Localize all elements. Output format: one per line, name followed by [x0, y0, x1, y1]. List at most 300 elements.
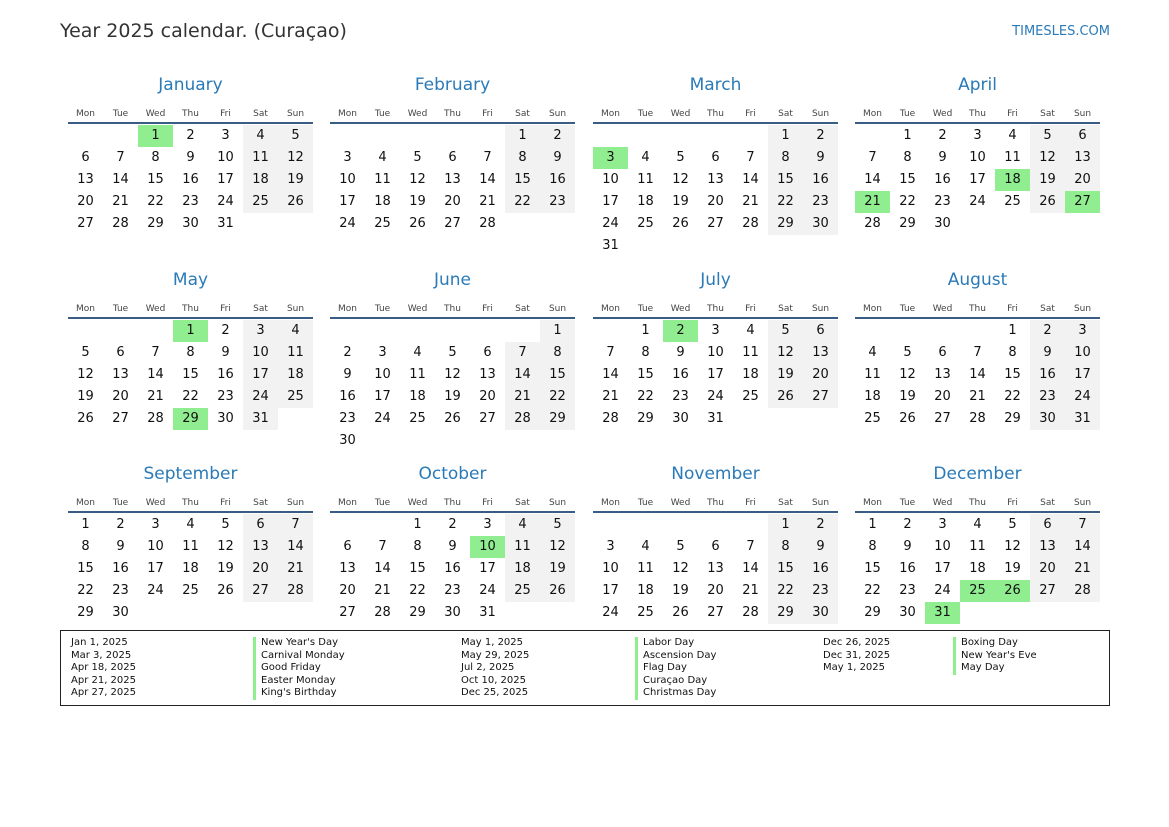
- weekday-label: Thu: [182, 304, 199, 314]
- day-cell: 22: [182, 389, 199, 404]
- month-name: October: [418, 464, 487, 484]
- day-cell: 26: [995, 580, 1030, 602]
- weekday-label: Mon: [76, 109, 95, 119]
- day-cell: 24: [1065, 386, 1100, 408]
- day-cell: 22: [505, 191, 540, 213]
- day-cell: 13: [77, 172, 94, 187]
- day-cell: 10: [470, 536, 505, 558]
- day-cell: 1: [505, 125, 540, 147]
- day-cell: 27: [243, 580, 278, 602]
- day-cell: 28: [479, 216, 496, 231]
- day-cell: 7: [378, 539, 387, 554]
- day-cell: 3: [378, 345, 387, 360]
- day-cell: 27: [77, 216, 94, 231]
- weekday-label: Tue: [112, 304, 129, 314]
- day-cell: 21: [112, 194, 129, 209]
- day-cell: 5: [1008, 517, 1017, 532]
- day-cell: 22: [540, 386, 575, 408]
- day-cell: 25: [742, 389, 759, 404]
- day-cell: 8: [768, 536, 803, 558]
- day-cell: 17: [969, 172, 986, 187]
- day-cell: 28: [374, 605, 391, 620]
- day-cell: 6: [448, 150, 457, 165]
- day-cell: 28: [278, 580, 313, 602]
- day-cell: 5: [413, 150, 422, 165]
- day-cell: 21: [278, 558, 313, 580]
- day-cell: 4: [243, 125, 278, 147]
- day-cell: 29: [768, 213, 803, 235]
- day-cell: 11: [637, 172, 654, 187]
- day-cell: 25: [637, 216, 654, 231]
- day-cell: 16: [540, 169, 575, 191]
- day-cell: 20: [339, 583, 356, 598]
- weekday-label: Thu: [444, 109, 461, 119]
- day-cell: 25: [243, 191, 278, 213]
- day-cell: 14: [147, 367, 164, 382]
- day-cell: 3: [343, 150, 352, 165]
- day-grid: [855, 320, 1100, 452]
- day-cell: 19: [409, 194, 426, 209]
- day-cell: 23: [934, 194, 951, 209]
- day-cell: 29: [864, 605, 881, 620]
- header-rule: [855, 511, 1100, 513]
- holiday-name: Curaçao Day: [635, 675, 716, 688]
- day-cell: 15: [409, 561, 426, 576]
- holiday-date: Apr 27, 2025: [71, 687, 137, 698]
- day-cell: 9: [1030, 342, 1065, 364]
- day-cell: 8: [151, 150, 160, 165]
- day-cell: 1: [903, 128, 912, 143]
- day-cell: 3: [151, 517, 160, 532]
- day-cell: 29: [409, 605, 426, 620]
- day-cell: 21: [969, 389, 986, 404]
- day-cell: 14: [969, 367, 986, 382]
- day-cell: 1: [413, 517, 422, 532]
- day-cell: 22: [899, 194, 916, 209]
- day-cell: 6: [483, 345, 492, 360]
- holiday-date: Apr 21, 2025: [71, 674, 137, 686]
- weekday-header: [68, 498, 313, 509]
- weekday-label: Thu: [182, 498, 199, 508]
- day-cell: 9: [221, 345, 230, 360]
- holiday-date: Apr 18, 2025: [71, 662, 137, 673]
- weekday-label: Wed: [145, 498, 166, 508]
- day-cell: 25: [1004, 194, 1021, 209]
- weekday-label: Thu: [444, 498, 461, 508]
- weekday-label: Wed: [145, 304, 166, 314]
- day-cell: 10: [934, 539, 951, 554]
- day-cell: 31: [602, 238, 619, 253]
- day-cell: 21: [742, 194, 759, 209]
- day-cell: 8: [641, 345, 650, 360]
- holiday-date: May 29, 2025: [461, 649, 530, 661]
- weekday-label: Sat: [778, 304, 793, 314]
- weekday-label: Sun: [811, 304, 830, 314]
- day-cell: 9: [803, 536, 838, 558]
- day-cell: 21: [855, 191, 890, 213]
- day-cell: 11: [969, 539, 986, 554]
- day-cell: 29: [1004, 411, 1021, 426]
- day-cell: 15: [864, 561, 881, 576]
- weekday-label: Wed: [670, 498, 691, 508]
- weekday-label: Sat: [1040, 109, 1055, 119]
- day-grid: [68, 125, 313, 257]
- day-cell: 6: [803, 320, 838, 342]
- day-cell: 3: [711, 323, 720, 338]
- holiday-date: Jan 1, 2025: [71, 637, 128, 648]
- month-name: February: [414, 75, 491, 95]
- weekday-label: Sun: [286, 109, 305, 119]
- day-cell: 26: [278, 191, 313, 213]
- weekday-label: Thu: [969, 304, 986, 314]
- day-cell: 17: [1065, 364, 1100, 386]
- day-cell: 20: [77, 194, 94, 209]
- day-cell: 18: [409, 389, 426, 404]
- day-cell: 11: [864, 367, 881, 382]
- weekday-label: Fri: [482, 304, 493, 314]
- day-cell: 23: [112, 583, 129, 598]
- header-rule: [855, 122, 1100, 124]
- weekday-label: Tue: [899, 498, 916, 508]
- day-cell: 28: [505, 408, 540, 430]
- day-cell: 25: [864, 411, 881, 426]
- weekday-label: Mon: [601, 109, 620, 119]
- header-rule: [593, 122, 838, 124]
- weekday-label: Wed: [407, 304, 428, 314]
- day-cell: 12: [1030, 147, 1065, 169]
- header-rule: [593, 511, 838, 513]
- weekday-label: Sat: [1040, 304, 1055, 314]
- day-cell: 5: [676, 539, 685, 554]
- legend-names-col-2: [635, 637, 716, 700]
- day-cell: 30: [182, 216, 199, 231]
- holiday-name: Christmas Day: [635, 687, 716, 700]
- day-cell: 27: [934, 411, 951, 426]
- weekday-label: Mon: [338, 109, 357, 119]
- day-cell: 5: [903, 345, 912, 360]
- day-cell: 7: [746, 150, 755, 165]
- day-cell: 21: [147, 389, 164, 404]
- header-rule: [68, 122, 313, 124]
- day-cell: 22: [147, 194, 164, 209]
- weekday-label: Mon: [863, 109, 882, 119]
- weekday-label: Sun: [1073, 498, 1092, 508]
- weekday-label: Fri: [1007, 498, 1018, 508]
- day-cell: 19: [899, 389, 916, 404]
- day-cell: 27: [479, 411, 496, 426]
- day-cell: 26: [444, 411, 461, 426]
- day-cell: 4: [505, 514, 540, 536]
- day-cell: 30: [899, 605, 916, 620]
- day-cell: 14: [742, 561, 759, 576]
- day-cell: 19: [540, 558, 575, 580]
- weekday-label: Sun: [286, 498, 305, 508]
- day-cell: 6: [938, 345, 947, 360]
- day-cell: 21: [374, 583, 391, 598]
- day-cell: 25: [409, 411, 426, 426]
- day-cell: 24: [217, 194, 234, 209]
- weekday-label: Thu: [969, 109, 986, 119]
- weekday-label: Wed: [932, 304, 953, 314]
- day-cell: 12: [217, 539, 234, 554]
- weekday-label: Thu: [707, 109, 724, 119]
- day-cell: 2: [663, 320, 698, 342]
- day-cell: 23: [182, 194, 199, 209]
- day-cell: 6: [343, 539, 352, 554]
- weekday-header: [330, 498, 575, 509]
- day-cell: 14: [374, 561, 391, 576]
- day-cell: 5: [540, 514, 575, 536]
- day-cell: 11: [637, 561, 654, 576]
- holiday-name: Carnival Monday: [253, 650, 345, 663]
- holiday-date: Dec 31, 2025: [823, 649, 891, 661]
- holiday-date: May 1, 2025: [461, 637, 524, 648]
- day-cell: 4: [746, 323, 755, 338]
- day-cell: 21: [1065, 558, 1100, 580]
- weekday-label: Wed: [407, 498, 428, 508]
- day-cell: 2: [803, 514, 838, 536]
- day-cell: 26: [1030, 191, 1065, 213]
- day-cell: 9: [540, 147, 575, 169]
- day-cell: 24: [374, 411, 391, 426]
- day-cell: 3: [483, 517, 492, 532]
- day-cell: 17: [217, 172, 234, 187]
- holiday-date: Dec 26, 2025: [823, 637, 891, 648]
- day-cell: 26: [409, 216, 426, 231]
- day-cell: 23: [217, 389, 234, 404]
- day-cell: 14: [278, 536, 313, 558]
- day-cell: 15: [899, 172, 916, 187]
- day-cell: 3: [221, 128, 230, 143]
- day-cell: 30: [803, 213, 838, 235]
- day-cell: 29: [768, 602, 803, 624]
- legend-dates-col-3: [823, 637, 890, 675]
- day-cell: 8: [186, 345, 195, 360]
- day-cell: 5: [676, 150, 685, 165]
- day-cell: 8: [768, 147, 803, 169]
- day-cell: 8: [903, 150, 912, 165]
- day-cell: 8: [540, 342, 575, 364]
- day-cell: 7: [1065, 514, 1100, 536]
- day-cell: 20: [707, 583, 724, 598]
- holiday-name: Ascension Day: [635, 650, 716, 663]
- day-cell: 27: [339, 605, 356, 620]
- day-cell: 3: [593, 147, 628, 169]
- day-cell: 5: [768, 320, 803, 342]
- day-cell: 3: [1065, 320, 1100, 342]
- day-cell: 5: [81, 345, 90, 360]
- weekday-header: [855, 304, 1100, 315]
- month-name: November: [671, 464, 760, 484]
- day-cell: 15: [505, 169, 540, 191]
- day-cell: 23: [803, 580, 838, 602]
- day-cell: 24: [479, 583, 496, 598]
- day-cell: 5: [221, 517, 230, 532]
- weekday-label: Tue: [374, 498, 391, 508]
- day-cell: 11: [243, 147, 278, 169]
- holiday-name: Boxing Day: [953, 637, 1037, 650]
- day-cell: 19: [672, 583, 689, 598]
- day-cell: 30: [112, 605, 129, 620]
- day-cell: 16: [899, 561, 916, 576]
- day-cell: 30: [934, 216, 951, 231]
- day-cell: 27: [707, 216, 724, 231]
- day-cell: 30: [339, 433, 356, 448]
- day-cell: 5: [448, 345, 457, 360]
- day-cell: 15: [768, 169, 803, 191]
- weekday-label: Sat: [253, 498, 268, 508]
- weekday-label: Mon: [863, 498, 882, 508]
- day-cell: 4: [641, 539, 650, 554]
- day-cell: 18: [243, 169, 278, 191]
- weekday-label: Thu: [707, 304, 724, 314]
- day-cell: 17: [707, 367, 724, 382]
- weekday-label: Tue: [112, 109, 129, 119]
- day-cell: 23: [540, 191, 575, 213]
- day-grid: [330, 514, 575, 646]
- weekday-label: Wed: [670, 109, 691, 119]
- day-cell: 1: [768, 514, 803, 536]
- day-cell: 2: [448, 517, 457, 532]
- day-cell: 11: [505, 536, 540, 558]
- day-cell: 9: [903, 539, 912, 554]
- day-cell: 13: [1065, 147, 1100, 169]
- day-cell: 25: [182, 583, 199, 598]
- day-cell: 11: [374, 172, 391, 187]
- day-cell: 9: [803, 147, 838, 169]
- weekday-label: Sun: [811, 109, 830, 119]
- day-cell: 23: [339, 411, 356, 426]
- weekday-label: Sun: [1073, 304, 1092, 314]
- weekday-label: Fri: [1007, 304, 1018, 314]
- weekday-label: Sat: [515, 109, 530, 119]
- day-cell: 10: [374, 367, 391, 382]
- day-cell: 5: [1030, 125, 1065, 147]
- weekday-label: Tue: [637, 109, 654, 119]
- month-name: June: [433, 270, 472, 290]
- day-cell: 15: [182, 367, 199, 382]
- day-cell: 18: [995, 169, 1030, 191]
- day-cell: 28: [742, 216, 759, 231]
- day-cell: 24: [147, 583, 164, 598]
- weekday-label: Mon: [601, 498, 620, 508]
- weekday-label: Sat: [515, 498, 530, 508]
- day-cell: 17: [602, 194, 619, 209]
- day-cell: 19: [217, 561, 234, 576]
- weekday-label: Sat: [778, 498, 793, 508]
- day-cell: 31: [1065, 408, 1100, 430]
- day-cell: 22: [637, 389, 654, 404]
- legend-names-col-3: [953, 637, 1037, 675]
- day-cell: 10: [243, 342, 278, 364]
- weekday-label: Tue: [637, 304, 654, 314]
- weekday-label: Fri: [745, 304, 756, 314]
- holiday-name: Good Friday: [253, 662, 345, 675]
- day-cell: 18: [969, 561, 986, 576]
- day-cell: 24: [707, 389, 724, 404]
- day-cell: 14: [864, 172, 881, 187]
- day-cell: 18: [742, 367, 759, 382]
- month-name: December: [933, 464, 1022, 484]
- page-title: Year 2025 calendar. (Curaçao): [60, 20, 347, 42]
- day-cell: 19: [278, 169, 313, 191]
- day-cell: 6: [1065, 125, 1100, 147]
- day-grid: [330, 320, 575, 452]
- day-cell: 21: [505, 386, 540, 408]
- day-cell: 2: [803, 125, 838, 147]
- header-rule: [68, 511, 313, 513]
- weekday-header: [855, 109, 1100, 120]
- holiday-date: Dec 25, 2025: [461, 687, 529, 698]
- day-cell: 2: [116, 517, 125, 532]
- day-cell: 10: [147, 539, 164, 554]
- weekday-label: Sun: [1073, 109, 1092, 119]
- site-link[interactable]: TIMESLES.COM: [1012, 24, 1110, 39]
- weekday-header: [68, 304, 313, 315]
- day-cell: 28: [147, 411, 164, 426]
- day-cell: 27: [1030, 580, 1065, 602]
- day-cell: 31: [707, 411, 724, 426]
- day-cell: 10: [1065, 342, 1100, 364]
- day-cell: 14: [1065, 536, 1100, 558]
- day-cell: 8: [413, 539, 422, 554]
- day-cell: 24: [602, 216, 619, 231]
- day-cell: 10: [339, 172, 356, 187]
- weekday-label: Thu: [182, 109, 199, 119]
- day-cell: 16: [112, 561, 129, 576]
- day-cell: 10: [217, 150, 234, 165]
- weekday-label: Thu: [969, 498, 986, 508]
- weekday-label: Fri: [745, 498, 756, 508]
- day-cell: 25: [960, 580, 995, 602]
- day-grid: [68, 320, 313, 452]
- day-cell: 19: [444, 389, 461, 404]
- day-cell: 9: [186, 150, 195, 165]
- day-cell: 26: [217, 583, 234, 598]
- day-cell: 21: [742, 583, 759, 598]
- day-cell: 27: [707, 605, 724, 620]
- weekday-label: Sun: [811, 498, 830, 508]
- day-cell: 16: [803, 169, 838, 191]
- day-cell: 7: [868, 150, 877, 165]
- day-cell: 16: [803, 558, 838, 580]
- holiday-name: New Year's Eve: [953, 650, 1037, 663]
- holiday-date: Jul 2, 2025: [461, 662, 515, 673]
- day-cell: 30: [217, 411, 234, 426]
- day-cell: 13: [444, 172, 461, 187]
- day-cell: 12: [278, 147, 313, 169]
- day-cell: 20: [479, 389, 496, 404]
- day-cell: 17: [339, 194, 356, 209]
- day-cell: 1: [173, 320, 208, 342]
- month-name: January: [158, 75, 223, 95]
- day-cell: 22: [768, 191, 803, 213]
- day-cell: 20: [112, 389, 129, 404]
- weekday-label: Tue: [112, 498, 129, 508]
- day-cell: 30: [803, 602, 838, 624]
- day-grid: [330, 125, 575, 257]
- day-cell: 31: [243, 408, 278, 430]
- day-cell: 25: [505, 580, 540, 602]
- weekday-label: Fri: [1007, 109, 1018, 119]
- day-cell: 25: [637, 605, 654, 620]
- day-cell: 12: [409, 172, 426, 187]
- weekday-header: [68, 109, 313, 120]
- day-cell: 21: [479, 194, 496, 209]
- day-cell: 23: [672, 389, 689, 404]
- holiday-name: King's Birthday: [253, 687, 345, 700]
- day-cell: 11: [182, 539, 199, 554]
